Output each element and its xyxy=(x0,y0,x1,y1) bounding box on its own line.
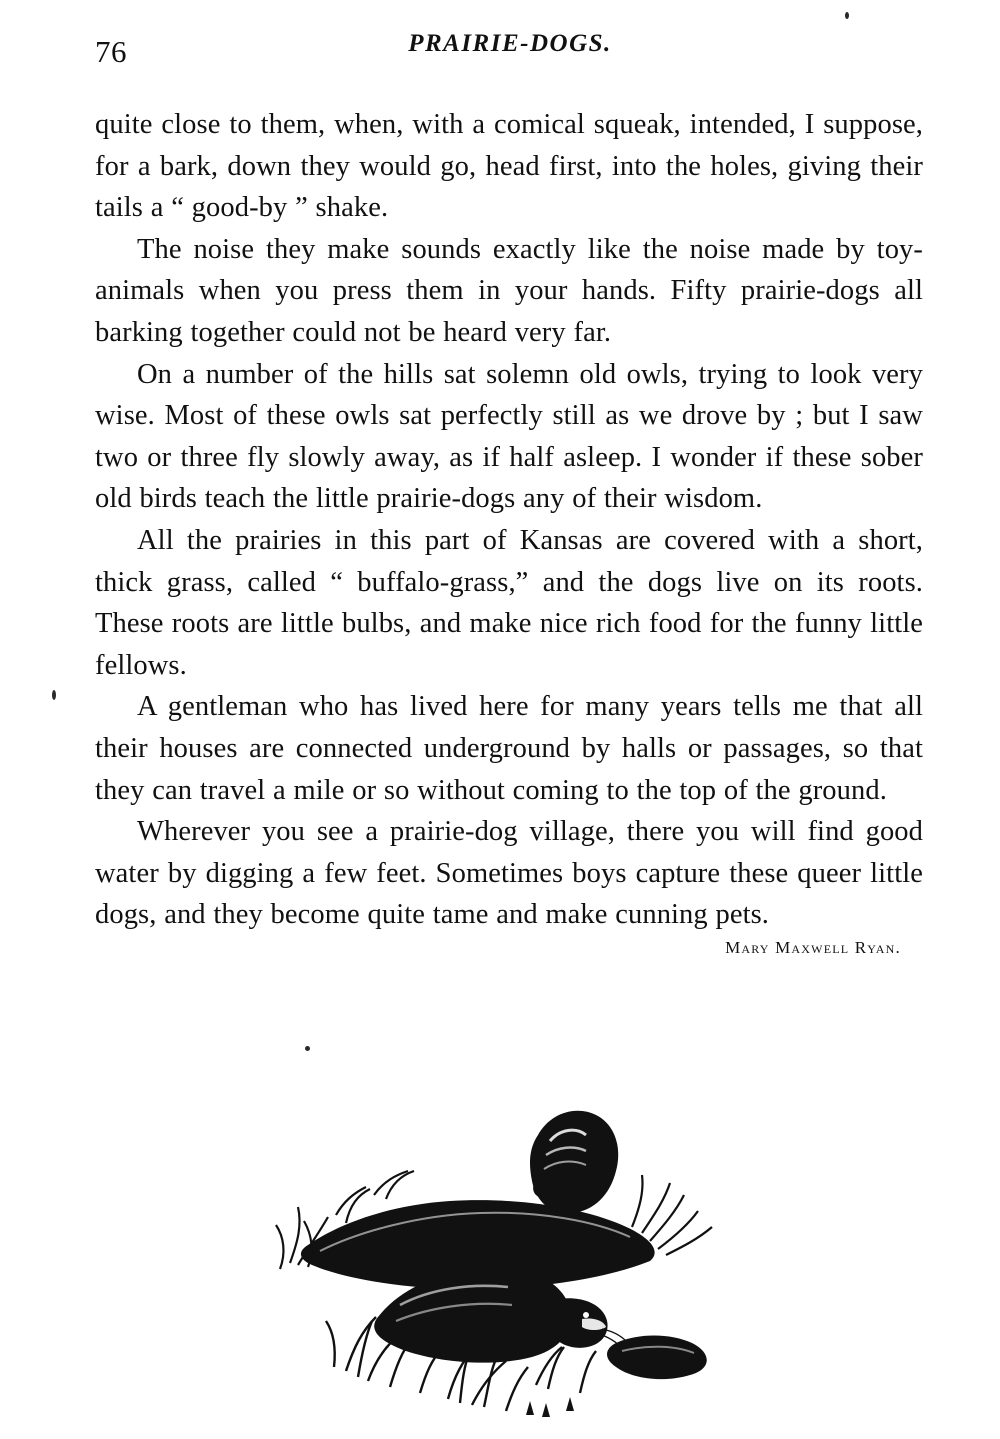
paragraph: The noise they make sounds exactly like the noise made by toy-animals when you press them in your hands. Fifty prairie-dogs all barking together could not be heard very far. xyxy=(95,233,923,348)
paragraph: All the prairies in this part of Kansas are covered with a short, thick grass, called “ buffalo-grass,” and the dogs live on its roots. These roots are little bulbs, and make nice rich food for the funny little fellows. xyxy=(95,524,923,681)
running-head: PRAIRIE-DOGS. xyxy=(408,30,612,57)
page-body xyxy=(95,104,923,958)
paragraph: Wherever you see a prairie-dog village, there you will find good water by digging a few feet. Sometimes boys capture these queer little dogs, and they become quite tame and make cunning pets. xyxy=(95,816,923,931)
paragraph: On a number of the hills sat solemn old owls, trying to look very wise. Most of these owls sat perfectly still as we drove by ; but I saw two or three fly slowly away, as if half asleep. I wonder if these sober old birds teach the little prairie-dogs any of their wisdom. xyxy=(95,358,923,515)
page-speck xyxy=(52,690,56,700)
paragraph: A gentleman who has lived here for many years tells me that all their houses are connected underground by halls or passages, so that they can travel a mile or so without coming to the top of the ground. xyxy=(95,691,923,806)
page-speck xyxy=(845,12,849,19)
page-header xyxy=(95,30,925,70)
page-speck xyxy=(305,1046,310,1051)
paragraph: quite close to them, when, with a comical squeak, intended, I suppose, for a bark, down they would go, head first, into the holes, giving their tails a “ good-by ” shake. xyxy=(95,109,923,224)
author-byline: Mary Maxwell Ryan. xyxy=(725,937,901,957)
page-number: 76 xyxy=(95,34,127,69)
prairie-dogs-illustration xyxy=(250,1055,770,1425)
